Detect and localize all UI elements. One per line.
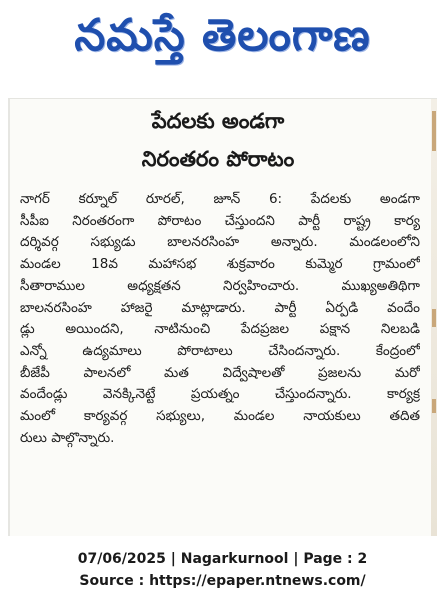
edge-mark (432, 111, 436, 151)
body-line: మంలో కార్యవర్గ సభ్యులు, మండల నాయకులు తదిత (20, 408, 420, 425)
masthead (0, 0, 445, 80)
newspaper-logo: నమస్తే తెలంగాణ (74, 10, 371, 61)
adjacent-column-edge (431, 99, 437, 536)
headline-line-2: నిరంతరం పోరాటం (141, 147, 295, 171)
source-link[interactable]: Source : https://epaper.ntnews.com/ (79, 573, 366, 589)
top-margin (0, 80, 445, 98)
body-line: నాగర్ కర్నూల్ రూరల్, జూన్ 6: పేదలకు అండగా (20, 191, 420, 207)
headline-line-1: పేదలకు అండగా (151, 109, 285, 133)
publication-info: 07/06/2025 | Nagarkurnool | Page : 2 (77, 551, 368, 567)
body-line: వందేండ్లు వెనక్కినెట్టే ప్రయత్నం చేస్తుందన్నారు. కార్యక్ర (20, 386, 420, 403)
body-line: ఎన్నో ఉద్యమాలు పోరాటాలు చేసిందన్నారు. కేంద్రంలో (20, 342, 420, 359)
body-line: మండల 18వ మహాసభ శుక్రవారం కుమ్మెర గ్రామంలో (20, 256, 420, 273)
edge-mark (432, 399, 436, 413)
body-line: సీతారాముల అధ్యక్షతన నిర్వహించారు. ముఖ్యఅతిథిగా (20, 277, 420, 294)
column-divider (8, 99, 10, 536)
edge-mark (432, 309, 436, 327)
clipping-footer (0, 540, 445, 614)
news-clipping (8, 98, 437, 536)
body-line: బీజేపీ పాలనలో మత విద్వేషాలతో ప్రజలను మరో (20, 364, 420, 381)
body-line: రులు పాల్గొన్నారు. (20, 429, 115, 446)
body-line: బాలనరసింహ హాజరై మాట్లాడారు. పార్టీ ఏర్పడి వందేం (20, 299, 420, 316)
article-body (20, 189, 420, 449)
body-line: దర్శివర్గ సభ్యుడు బాలనరసింహ అన్నారు. మండలంలోని (20, 234, 420, 251)
body-line: సీపీఐ నిరంతరంగా పోరాటం చేస్తుందని పార్టీ రాష్ట్ర కార్య (20, 212, 420, 229)
body-line: డ్లు అయిందని, నాటినుంచి పేదప్రజల పక్షాన నిలబడి (20, 321, 420, 338)
